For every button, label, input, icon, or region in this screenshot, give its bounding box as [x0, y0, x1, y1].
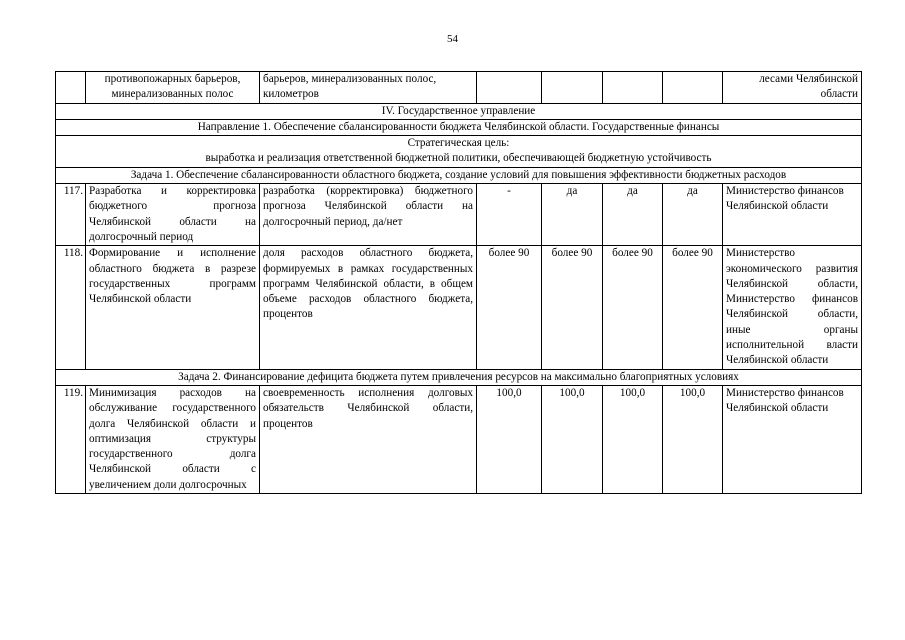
- cell-num: 119.: [56, 385, 86, 493]
- cell-name: Минимизация расходов на обслуживание государственного долга Челябинской области и оптимизация структуры государственного долга Челябинской области с увеличением доли долгосрочных: [86, 385, 260, 493]
- cell-value: более 90: [663, 246, 723, 369]
- cell-value: более 90: [542, 246, 603, 369]
- cell-name: противопожарных барьеров, минерализованных полос: [86, 72, 260, 104]
- task2-title: Задача 2. Финансирование дефицита бюджета путем привлечения ресурсов на максимально благоприятных условиях: [56, 369, 862, 385]
- cell-value: 100,0: [663, 385, 723, 493]
- cell-value: [542, 72, 603, 104]
- cell-responsible: Министерство экономического развития Челябинской области, Министерство финансов Челябинской области, иные органы исполнительной власти Челябинской области: [723, 246, 862, 369]
- table-row: [56, 385, 862, 493]
- goal-cell: [56, 136, 862, 168]
- cell-value: 100,0: [603, 385, 663, 493]
- direction-row: [56, 119, 862, 135]
- goal-text: выработка и реализация ответственной бюджетной политики, обеспечивающей бюджетную устойчивость: [205, 152, 712, 165]
- cell-num: 118.: [56, 246, 86, 369]
- cell-value: [663, 72, 723, 104]
- cell-indicator: своевременность исполнения долговых обязательств Челябинской области, процентов: [260, 385, 477, 493]
- cell-value: да: [663, 184, 723, 246]
- cell-num: 117.: [56, 184, 86, 246]
- cell-indicator: доля расходов областного бюджета, формируемых в рамках государственных программ Челябинской области, в общем объеме расходов областного бюджета, процентов: [260, 246, 477, 369]
- table-row: [56, 184, 862, 246]
- cell-value: [477, 72, 542, 104]
- cell-responsible: лесами Челябинской области: [723, 72, 862, 104]
- cell-value: -: [477, 184, 542, 246]
- cell-name: Формирование и исполнение областного бюджета в разрезе государственных программ Челябинской области: [86, 246, 260, 369]
- cell-value: да: [542, 184, 603, 246]
- section-row: [56, 103, 862, 119]
- goal-label: Стратегическая цель:: [407, 137, 510, 150]
- cell-value: да: [603, 184, 663, 246]
- task-row: [56, 369, 862, 385]
- cell-value: более 90: [603, 246, 663, 369]
- table-row-continued: [56, 72, 862, 104]
- table-row: [56, 246, 862, 369]
- cell-value: более 90: [477, 246, 542, 369]
- task-row: [56, 167, 862, 183]
- cell-value: 100,0: [477, 385, 542, 493]
- cell-responsible: Министерство финансов Челябинской области: [723, 184, 862, 246]
- cell-indicator: барьеров, минерализованных полос, километров: [260, 72, 477, 104]
- task1-title: Задача 1. Обеспечение сбалансированности областного бюджета, создание условий для повышения эффективности бюджетных расходов: [56, 167, 862, 183]
- direction-title: Направление 1. Обеспечение сбалансированности бюджета Челябинской области. Государственные финансы: [56, 119, 862, 135]
- section-title: IV. Государственное управление: [56, 103, 862, 119]
- page-number: 54: [447, 33, 458, 45]
- goal-row: [56, 136, 862, 168]
- cell-value: 100,0: [542, 385, 603, 493]
- cell-num: [56, 72, 86, 104]
- indicators-table: [55, 71, 862, 494]
- cell-value: [603, 72, 663, 104]
- cell-name: Разработка и корректировка бюджетного прогноза Челябинской области на долгосрочный период: [86, 184, 260, 246]
- cell-indicator: разработка (корректировка) бюджетного прогноза Челябинской области на долгосрочный период, да/нет: [260, 184, 477, 246]
- cell-responsible: Министерство финансов Челябинской области: [723, 385, 862, 493]
